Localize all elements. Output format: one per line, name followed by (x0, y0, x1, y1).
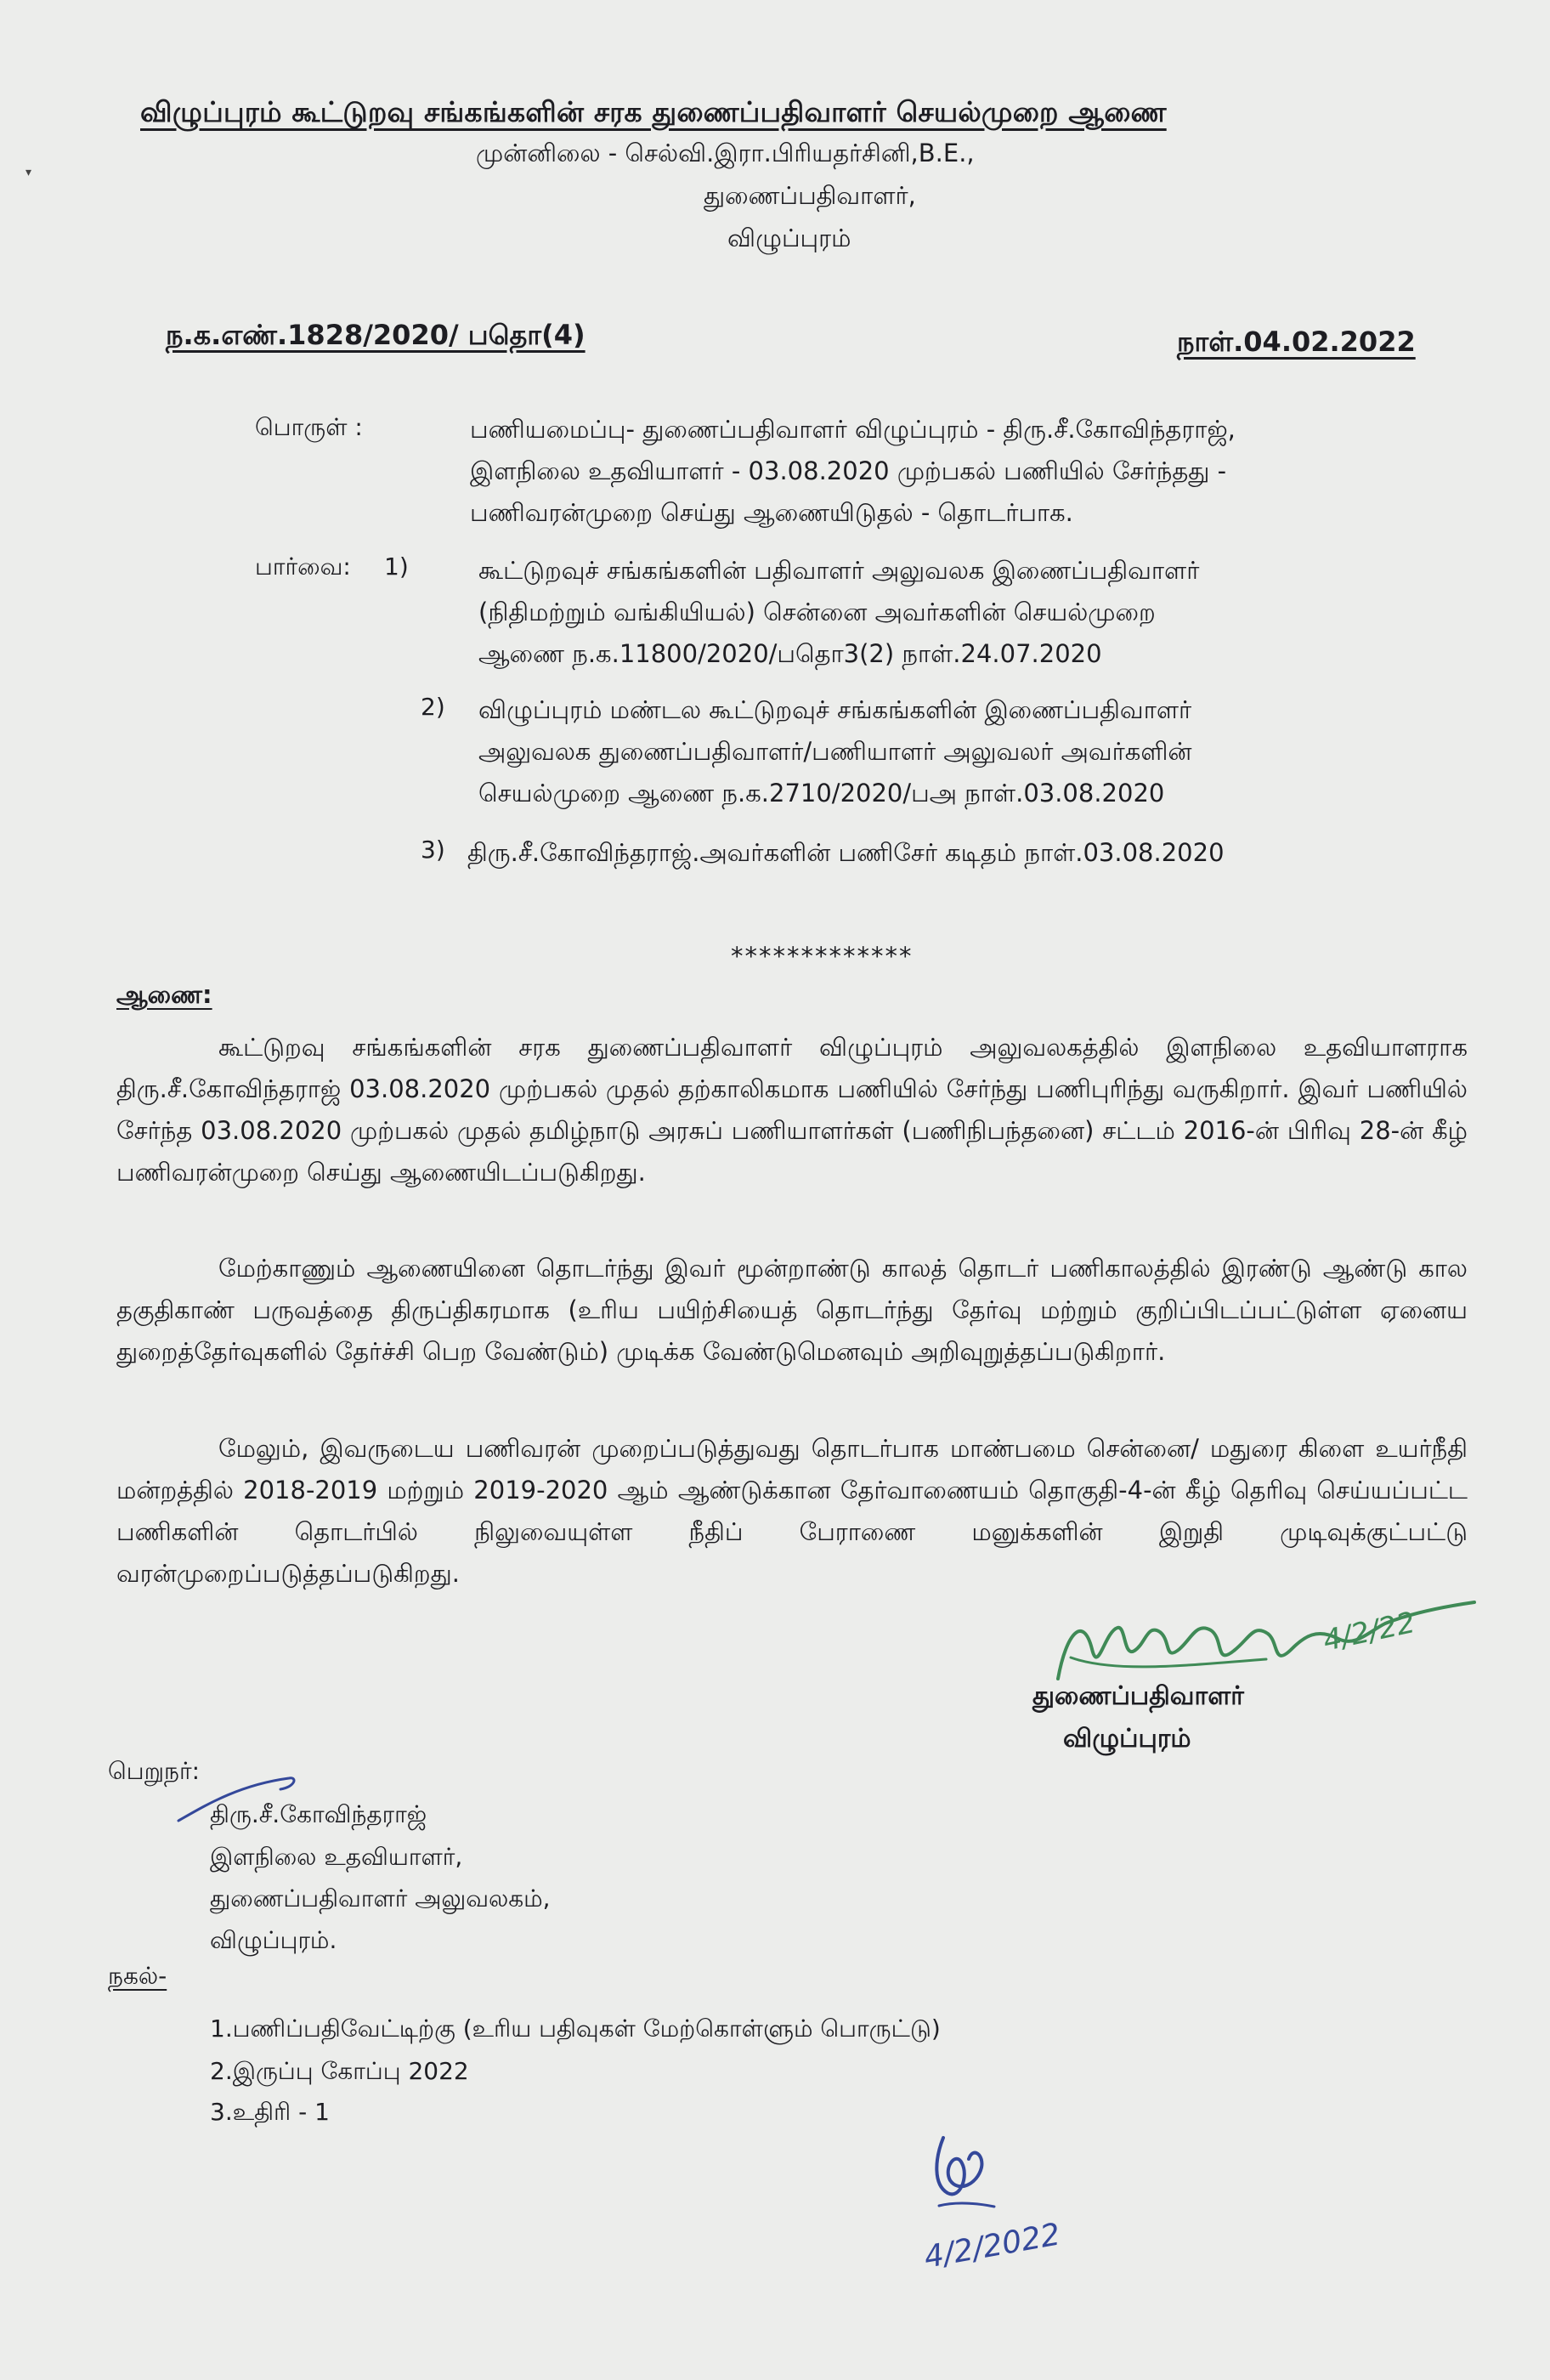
signatory-designation: துணைப்பதிவாளர் (1032, 1681, 1244, 1711)
reference-2-line-2: அலுவலக துணைப்பதிவாளர்/பணியாளர் அலுவலர் அவர்களின் (478, 737, 1192, 766)
order-paragraph-2: மேற்காணும் ஆணையினை தொடர்ந்து இவர் மூன்றாண்டு காலத் தொடர் பணிகாலத்தில் இரண்டு ஆண்டு கால தகுதிகாண் பருவத்தை திருப்திகரமாக (உரிய பயிற்சியைத் தொடர்ந்து தேர்வு மற்றும் குறிப்பிடப்பட்டுள்ள ஏனைய துறைத்தேர்வுகளில் தேர்ச்சி பெற வேண்டும்) முடிக்க வேண்டுமெனவும் அறிவுறுத்தப்படுகிறார். (116, 1254, 1468, 1366)
order-paragraph-3: மேலும், இவருடைய பணிவரன் முறைப்படுத்துவது தொடர்பாக மாண்பமை சென்னை/ மதுரை கிளை உயர்நீதி மன்றத்தில் 2018-2019 மற்றும் 2019-2020 ஆம் ஆண்டுக்கான தேர்வாணையம் தொகுதி-4-ன் கீழ் தெரிவு செய்யப்பட்ட பணிகளின் தொடர்பில் நிலுவையுள்ள நீதிப் பேராணை மனுக்களின் இறுதி முடிவுக்குட்பட்டு வரன்முறைப்படுத்தப்படுகிறது. (116, 1434, 1468, 1588)
copy-item-3: 3.உதிரி - 1 (210, 2098, 330, 2126)
copy-item-2: 2.இருப்பு கோப்பு 2022 (210, 2057, 469, 2085)
reference-2-number: 2) (421, 693, 445, 721)
reference-1-line-3: ஆணை ந.க.11800/2020/பதொ3(2) நாள்.24.07.2020 (478, 639, 1102, 668)
signature-date: 4/2/22 (1320, 1605, 1418, 1658)
initials-date: 4/2/2022 (921, 2217, 1063, 2275)
recipient-designation: இளநிலை உதவியாளர், (210, 1843, 463, 1871)
order-paragraph-1: கூட்டுறவு சங்கங்களின் சரக துணைப்பதிவாளர் விழுப்புரம் அலுவலகத்தில் இளநிலை உதவியாளராக திரு.சீ.கோவிந்தராஜ் 03.08.2020 முற்பகல் முதல் தற்காலிகமாக பணியில் சேர்ந்து பணிபுரிந்து வருகிறார். இவர் பணியில் சேர்ந்த 03.08.2020 முற்பகல் முதல் தமிழ்நாடு அரசுப் பணியாளர்கள் (பணிநிபந்தனை) சட்டம் 2016-ன் பிரிவு 28-ன் கீழ் பணிவரன்முறை செய்து ஆணையிடப்படுகிறது. (116, 1033, 1468, 1187)
separator-stars: ************* (731, 942, 914, 971)
recipient-name: திரு.சீ.கோவிந்தராஜ் (210, 1800, 427, 1828)
recipient-office: துணைப்பதிவாளர் அலுவலகம், (210, 1884, 551, 1912)
initials-scribble (909, 2125, 1105, 2295)
stray-mark: ▾ (25, 166, 32, 179)
signatory-place: விழுப்புரம் (1063, 1724, 1191, 1754)
copy-item-1: 1.பணிப்பதிவேட்டிற்கு (உரிய பதிவுகள் மேற்கொள்ளும் பொருட்டு) (210, 2014, 941, 2043)
copy-label: நகல்- (108, 1962, 167, 1990)
document-title: விழுப்புரம் கூட்டுறவு சங்கங்களின் சரக துணைப்பதிவாளர் செயல்முறை ஆணை (140, 95, 1167, 128)
subject-line-2: இளநிலை உதவியாளர் - 03.08.2020 முற்பகல் பணியில் சேர்ந்தது - (470, 456, 1227, 485)
header-place: விழுப்புரம் (727, 224, 851, 252)
subject-line-3: பணிவரன்முறை செய்து ஆணையிடுதல் - தொடர்பாக. (470, 498, 1073, 527)
references-label: பார்வை: (255, 552, 351, 581)
subject-label: பொருள் : (255, 413, 363, 441)
reference-1-number: 1) (384, 552, 409, 581)
reference-3-number: 3) (421, 836, 445, 864)
header-designation: துணைப்பதிவாளர், (704, 181, 916, 210)
recipient-place: விழுப்புரம். (210, 1926, 337, 1954)
reference-1-line-2: (நிதிமற்றும் வங்கியியல்) சென்னை அவர்களின் செயல்முறை (478, 598, 1156, 626)
reference-3-line-1: திரு.சீ.கோவிந்தராஜ்.அவர்களின் பணிசேர் கடிதம் நாள்.03.08.2020 (467, 838, 1225, 867)
reference-1-line-1: கூட்டுறவுச் சங்கங்களின் பதிவாளர் அலுவலக இணைப்பதிவாளர் (478, 556, 1200, 585)
presence-line: முன்னிலை - செல்வி.இரா.பிரியதர்சினி,B.E., (476, 139, 975, 167)
recipient-label: பெறுநர்: (108, 1757, 201, 1785)
reference-2-line-1: விழுப்புரம் மண்டல கூட்டுறவுச் சங்கங்களின் இணைப்பதிவாளர் (478, 695, 1192, 724)
order-heading: ஆணை: (116, 980, 212, 1009)
reference-2-line-3: செயல்முறை ஆணை ந.க.2710/2020/பஅ நாள்.03.08.2020 (478, 779, 1165, 808)
reference-date: நாள்.04.02.2022 (1177, 326, 1416, 358)
reference-number: ந.க.எண்.1828/2020/ பதொ(4) (166, 319, 585, 351)
subject-line-1: பணியமைப்பு- துணைப்பதிவாளர் விழுப்புரம் - திரு.சீ.கோவிந்தராஜ், (470, 415, 1236, 444)
